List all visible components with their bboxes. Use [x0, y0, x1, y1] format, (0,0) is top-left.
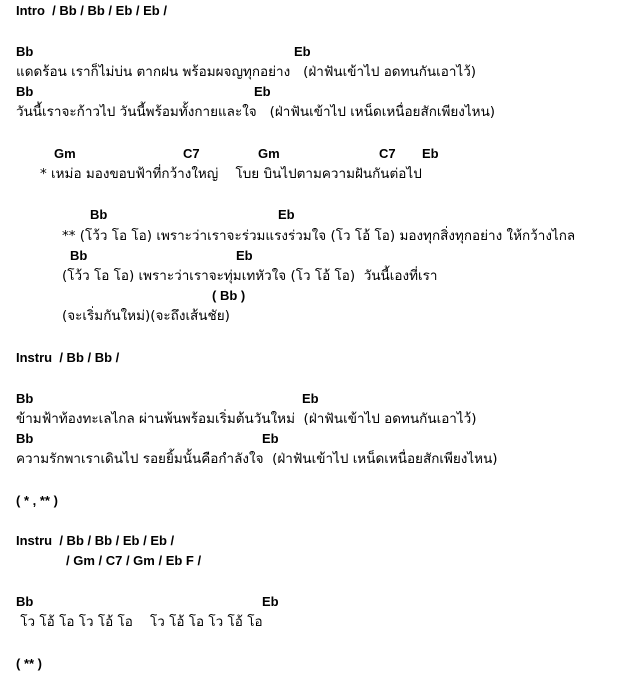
verse1-lyric-2: วันนี้เราจะก้าวไป วันนี้พร้อมทั้งกายและใจ (ฝ่าฟันเข้าไป เหน็ดเหนื่อยสักเพียงไหน): [16, 104, 496, 120]
repeat-marker: ( * , ** ): [16, 493, 58, 508]
verse2-lyric-1: ข้ามฟ้าท้องทะเลไกล ผ่านพ้นพร้อมเริ่มต้นวันใหม่ (ฝ่าฟันเข้าไป อดทนกันเอาไว้): [16, 411, 477, 427]
outro-lyric: โว โอ้ โอ โว โอ้ โอ โว โอ้ โอ โว โอ้ โอ: [16, 614, 263, 630]
chord-bb: Bb: [16, 594, 34, 609]
chord-c7: C7: [183, 146, 200, 161]
chord-eb: Eb: [422, 146, 439, 161]
chord-gm: Gm: [258, 146, 280, 161]
chord-eb: Eb: [254, 84, 271, 99]
chord-c7: C7: [379, 146, 396, 161]
repeat-marker: ( ** ): [16, 656, 42, 671]
chord-eb: Eb: [294, 44, 311, 59]
chord-gm: Gm: [54, 146, 76, 161]
instru-line: Instru / Bb / Bb /: [16, 350, 120, 365]
chord-eb: Eb: [278, 207, 295, 222]
chord-bb-paren: ( Bb ): [212, 288, 246, 303]
prechorus-lyric: * เหม่อ มองขอบฟ้าที่กว้างใหญ่ โบย บินไปตามความฝันกันต่อไป: [40, 166, 422, 182]
chord-bb: Bb: [70, 248, 88, 263]
chord-eb: Eb: [262, 594, 279, 609]
chord-eb: Eb: [236, 248, 253, 263]
chord-bb: Bb: [16, 44, 34, 59]
intro-line: Intro / Bb / Bb / Eb / Eb /: [16, 3, 167, 18]
verse1-lyric-1: แดดร้อน เราก็ไม่บ่น ตากฝน พร้อมผจญทุกอย่าง (ฝ่าฟันเข้าไป อดทนกันเอาไว้): [16, 64, 477, 80]
chord-bb: Bb: [90, 207, 108, 222]
chord-bb: Bb: [16, 84, 34, 99]
chord-bb: Bb: [16, 391, 34, 406]
instru-line: Instru / Bb / Bb / Eb / Eb /: [16, 533, 175, 548]
chorus-lyric-2: (โว้ว โอ โอ) เพราะว่าเราจะทุ่มเทหัวใจ (โว โอ้ โอ) วันนี้เองที่เรา: [62, 268, 438, 284]
chord-eb: Eb: [302, 391, 319, 406]
chord-eb: Eb: [262, 431, 279, 446]
chord-bb: Bb: [16, 431, 34, 446]
chorus-lyric-3: (จะเริ่มกันใหม่)(จะถึงเส้นชัย): [62, 308, 230, 324]
verse2-lyric-2: ความรักพาเราเดินไป รอยยิ้มนั้นคือกำลังใจ (ฝ่าฟันเข้าไป เหน็ดเหนื่อยสักเพียงไหน): [16, 451, 498, 467]
chorus-lyric-1: ** (โว้ว โอ โอ) เพราะว่าเราจะร่วมแรงร่วมใจ (โว โอ้ โอ) มองทุกสิ่งทุกอย่าง ให้กว้างไกล: [62, 228, 576, 244]
instru-line-2: / Gm / C7 / Gm / Eb F /: [66, 553, 202, 568]
